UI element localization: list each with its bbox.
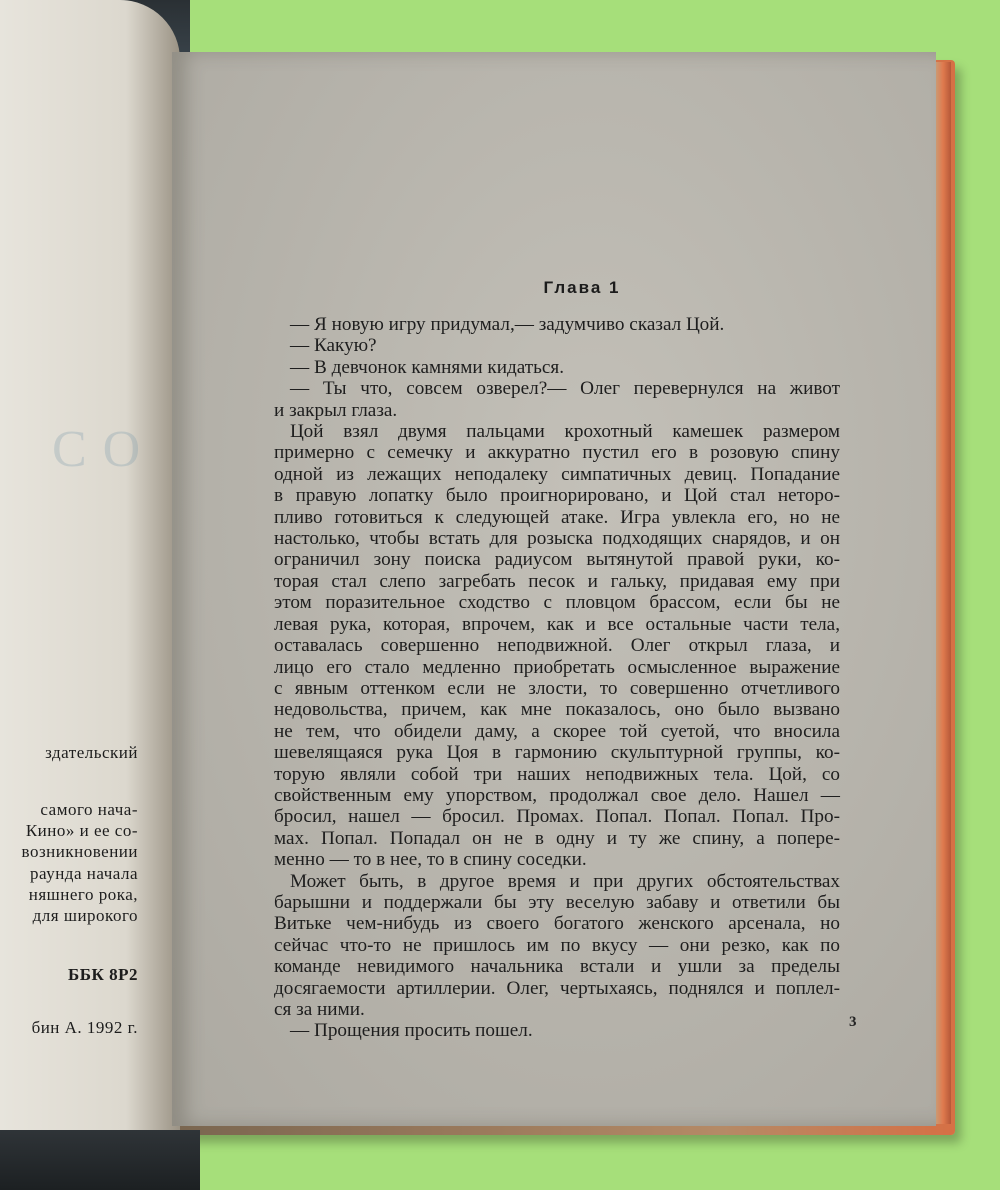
page-edge-strip <box>935 62 951 1124</box>
bleed-through-mark: СО <box>52 421 157 478</box>
text-line: настолько, чтобы встать для розыска подходящих снарядов, и он <box>274 528 840 550</box>
page-number: 3 <box>849 1014 857 1030</box>
text-line: торую являли собой три наших неподвижных тела. Цой, со <box>274 763 840 785</box>
left-line: самого нача- <box>40 800 138 819</box>
text-line: Витьке чем-нибудь из своего богатого женского арсенала, но <box>274 913 840 935</box>
text-line: — В девчонок камнями кидаться. <box>290 356 565 378</box>
text-line: свойственным ему упорством, продолжал свое дело. Нашел — <box>274 784 840 806</box>
text-line: с явным оттенком если не злости, то совершенно отчетливого <box>274 677 840 699</box>
text-line: менно — то в нее, то в спину соседки. <box>274 849 587 871</box>
text-line: пливо готовиться к следующей атаке. Игра увлекла его, но не <box>274 506 840 528</box>
text-line: оставалась совершенно неподвижной. Олег открыл глаза, и <box>274 635 840 657</box>
text-line: — Ты что, совсем озверел?— Олег перевернулся на живот <box>290 378 840 400</box>
book-spine <box>0 1130 200 1190</box>
page-body-text <box>274 314 840 1042</box>
text-line: этом поразительное сходство с пловцом брассом, если бы не <box>274 592 840 614</box>
text-line: — Я новую игру придумал,— задумчиво сказал Цой. <box>290 314 725 335</box>
text-line: недовольства, причем, как мне показалось, оно было вызвано <box>274 699 840 721</box>
left-page-text <box>0 0 180 1190</box>
text-line: левая рука, которая, впрочем, как и все остальные части тела, <box>274 613 840 635</box>
left-line: Кино» и ее со- <box>25 821 138 840</box>
text-line: ограничил зону поиска радиусом вытянутой правой руки, ко- <box>274 549 840 571</box>
text-line: одной из лежащих неподалеку симпатичных девиц. Попадание <box>274 463 840 485</box>
left-page <box>0 0 180 1190</box>
text-line: Может быть, в другое время и при других обстоятельствах <box>290 870 840 892</box>
text-line: в правую лопатку было проигнорировано, и Цой стал неторо- <box>274 485 840 507</box>
text-line: мах. Попал. Попадал он не в одну и ту же спину, а попере- <box>274 827 840 849</box>
left-line: возникновении <box>21 842 138 861</box>
left-line: здательский <box>45 743 138 762</box>
text-line: бросил, нашел — бросил. Промах. Попал. Попал. Попал. Про- <box>274 806 840 828</box>
text-line: досягаемости артиллерии. Олег, чертыхаясь, поднялся и поплел- <box>274 977 840 999</box>
text-line: торая стал слепо загребать песок и гальку, придавая ему при <box>274 570 840 592</box>
text-line: примерно с семечку и аккуратно пустил его в розовую спину <box>274 442 840 464</box>
text-line: барышни и поддержали бы эту веселую забаву и ответили бы <box>274 891 840 913</box>
text-line: лицо его стало медленно приобретать осмысленное выражение <box>274 656 840 678</box>
left-line-copyright: бин А. 1992 г. <box>31 1018 138 1037</box>
text-line: команде невидимого начальника встали и ушли за пределы <box>274 956 840 978</box>
text-line: сейчас что-то не пришлось им по вкусу — они резко, как по <box>274 934 840 956</box>
text-line: и закрыл глаза. <box>274 399 398 421</box>
text-line: — Какую? <box>290 335 377 357</box>
left-line: раунда начала <box>30 864 138 883</box>
text-line: Цой взял двумя пальцами крохотный камешек размером <box>290 421 840 443</box>
left-line: для широкого <box>32 906 138 925</box>
text-line: — Прощения просить пошел. <box>290 1020 533 1042</box>
right-page <box>172 52 936 1126</box>
text-line: шевелящаяся рука Цоя в гармонию скульптурной группы, ко- <box>274 742 840 764</box>
text-line: не тем, что обидели даму, а скорее той суетой, что вносила <box>274 720 840 742</box>
text-line: ся за ними. <box>274 999 365 1020</box>
left-line: няшнего рока, <box>28 885 138 904</box>
chapter-title: Глава 1 <box>543 278 621 297</box>
left-line-bbk: ББК 8Р2 <box>68 965 138 984</box>
